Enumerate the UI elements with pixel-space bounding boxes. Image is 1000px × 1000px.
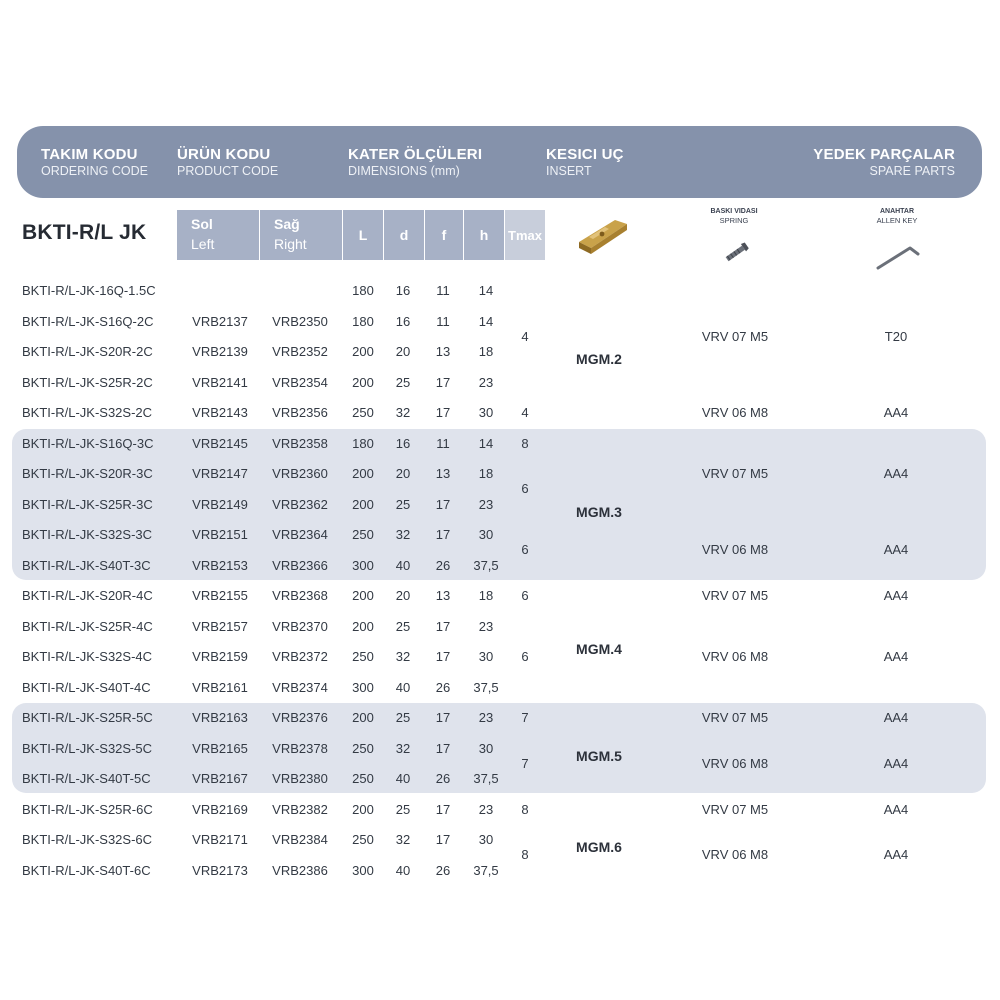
cell-tmax: 7 [521,710,529,725]
cell-dim-L: 250 [352,832,374,847]
header-product-title: ÜRÜN KODU [177,146,271,163]
cell-right-code: VRB2352 [272,344,328,359]
cell-dim-h: 23 [478,496,494,512]
cell-dim-L: 200 [352,466,374,481]
cell-dim-h: 30 [478,527,494,542]
cell-tmax: 8 [521,801,529,817]
key-label-tr: ANAHTAR [879,208,915,215]
cell-left-code: VRB2159 [192,649,248,664]
cell-dim-f: 13 [435,588,451,603]
col-header-h: h [464,210,504,260]
cell-dim-d: 20 [395,588,411,603]
cell-screw: VRV 06 M8 [701,405,769,420]
cell-dim-L: 250 [352,649,374,664]
cell-ordering-code: BKTI-R/L-JK-S25R-5C [22,710,153,725]
cell-key: AA4 [883,801,909,817]
cell-dim-f: 13 [435,344,451,359]
cell-ordering-code: BKTI-R/L-JK-S25R-3C [22,496,153,512]
cell-tmax: 7 [521,755,529,771]
cell-key: AA4 [883,710,909,725]
cell-dim-h: 23 [478,801,494,817]
cell-screw: VRV 06 M8 [701,755,769,771]
cell-dim-d: 32 [395,832,411,847]
cell-ordering-code: BKTI-R/L-JK-S25R-6C [22,801,153,817]
cell-dim-f: 11 [436,313,450,329]
header-insert [546,146,624,179]
cell-screw: VRV 07 M5 [701,328,769,344]
cell-dim-h: 23 [478,618,494,634]
cell-dim-f: 17 [435,405,451,420]
cell-key: AA4 [883,755,909,771]
cell-right-code: VRB2356 [272,405,328,420]
cell-ordering-code: BKTI-R/L-JK-16Q-1.5C [22,283,156,298]
cell-key: AA4 [883,649,909,664]
cell-dim-L: 180 [352,313,374,329]
cell-dim-d: 32 [395,649,411,664]
cell-ordering-code: BKTI-R/L-JK-S40T-6C [22,862,151,878]
col-right-label: Right [274,236,307,252]
cell-left-code: VRB2163 [192,710,248,725]
cell-dim-L: 200 [352,710,374,725]
cell-dim-L: 200 [352,618,374,634]
insert-code: MGM.3 [576,503,622,520]
cell-key: AA4 [883,847,909,863]
cell-dim-d: 40 [395,771,411,786]
cell-dim-d: 25 [395,801,411,817]
cell-right-code: VRB2366 [272,557,328,573]
cell-ordering-code: BKTI-R/L-JK-S40T-4C [22,679,151,695]
header-insert-sub: INSERT [546,164,592,178]
cell-dim-L: 200 [352,801,374,817]
col-sag-label: Sağ [274,216,300,232]
key-label [857,207,937,225]
cell-ordering-code: BKTI-R/L-JK-S20R-2C [22,344,153,359]
cell-dim-d: 16 [395,313,411,329]
cell-dim-f: 17 [435,740,451,756]
cell-right-code: VRB2380 [272,771,328,786]
col-header-L: L [343,210,383,260]
header-product-code [177,146,278,179]
insert-code: MGM.6 [576,839,622,855]
cell-dim-d: 16 [395,435,411,451]
cell-tmax: 6 [521,649,529,664]
cell-dim-L: 200 [352,496,374,512]
cell-right-code: VRB2360 [272,466,328,481]
insert-code: MGM.2 [576,351,622,367]
cell-dim-d: 40 [395,862,411,878]
cell-dim-h: 23 [478,374,494,390]
cell-dim-d: 25 [395,618,411,634]
cell-dim-f: 17 [435,374,451,390]
header-dimensions [348,146,482,179]
cell-left-code: VRB2165 [192,740,248,756]
cell-dim-f: 17 [435,832,451,847]
cell-dim-f: 13 [435,466,451,481]
cell-ordering-code: BKTI-R/L-JK-S25R-4C [22,618,153,634]
cell-dim-f: 17 [435,527,451,542]
group-band-5c [12,703,986,793]
cell-ordering-code: BKTI-R/L-JK-S32S-4C [22,649,153,664]
cell-screw: VRV 07 M5 [701,801,769,817]
cell-ordering-code: BKTI-R/L-JK-S32S-3C [22,527,153,542]
cell-dim-L: 300 [352,862,374,878]
cell-dim-f: 11 [436,283,450,298]
cell-ordering-code: BKTI-R/L-JK-S16Q-3C [22,435,154,451]
header-product-sub: PRODUCT CODE [177,164,279,178]
cell-dim-f: 11 [436,435,450,451]
cell-dim-h: 30 [478,832,494,847]
cell-tmax: 8 [521,435,529,451]
cell-dim-h: 14 [478,435,494,451]
cell-dim-h: 14 [478,313,494,329]
cell-left-code: VRB2157 [192,618,248,634]
cell-right-code: VRB2364 [272,527,328,542]
header-ordering-code [41,146,148,179]
cell-screw: VRV 06 M8 [701,847,769,863]
cell-dim-h: 18 [478,588,494,603]
cell-screw: VRV 07 M5 [701,466,769,481]
cell-right-code: VRB2384 [272,832,328,847]
col-header-tmax: Tmax [505,210,545,260]
cell-left-code: VRB2139 [192,344,248,359]
col-header-right [260,210,342,260]
cell-right-code: VRB2370 [272,618,328,634]
cell-right-code: VRB2374 [272,679,328,695]
header-ordering-sub: ORDERING CODE [41,164,148,178]
cell-dim-d: 40 [395,557,411,573]
cell-key: AA4 [883,405,909,420]
cell-left-code: VRB2171 [192,832,248,847]
cell-tmax: 6 [521,542,529,558]
cell-dim-h: 37,5 [473,557,499,573]
cell-key: AA4 [883,588,909,603]
cell-left-code: VRB2151 [192,527,248,542]
cell-ordering-code: BKTI-R/L-JK-S32S-5C [22,740,153,756]
cell-dim-L: 200 [352,344,374,359]
cell-tmax: 4 [521,328,529,344]
cell-tmax: 8 [521,847,529,863]
cell-dim-L: 250 [352,740,374,756]
cell-key: AA4 [883,542,909,558]
cell-left-code: VRB2173 [192,862,248,878]
cell-dim-h: 14 [478,283,494,298]
cell-right-code: VRB2376 [272,710,328,725]
cell-right-code: VRB2378 [272,740,328,756]
cell-screw: VRV 07 M5 [701,588,769,603]
cell-dim-L: 180 [352,435,374,451]
cell-dim-L: 250 [352,405,374,420]
cell-tmax: 6 [521,588,529,603]
cell-dim-f: 26 [435,679,451,695]
cell-ordering-code: BKTI-R/L-JK-S32S-2C [22,405,153,420]
cell-dim-d: 32 [395,527,411,542]
cell-dim-d: 25 [395,710,411,725]
insert-code: MGM.4 [576,640,622,657]
cell-left-code: VRB2153 [192,557,248,573]
cell-dim-L: 250 [352,771,374,786]
cell-left-code: VRB2137 [192,313,248,329]
cell-left-code: VRB2143 [192,405,248,420]
cell-ordering-code: BKTI-R/L-JK-S40T-5C [22,771,151,786]
header-spare-title: YEDEK PARÇALAR [813,146,955,163]
cell-dim-d: 32 [395,405,411,420]
header-dimensions-title: KATER ÖLÇÜLERI [348,146,483,163]
cell-left-code: VRB2141 [192,374,248,390]
cell-left-code: VRB2169 [192,801,248,817]
cell-left-code: VRB2145 [192,435,248,451]
cell-dim-d: 32 [395,740,411,756]
cell-right-code: VRB2354 [272,374,328,390]
cell-dim-L: 200 [352,374,374,390]
cell-dim-f: 17 [435,496,451,512]
cell-ordering-code: BKTI-R/L-JK-S32S-6C [22,832,153,847]
cell-tmax: 6 [521,481,529,497]
cell-ordering-code: BKTI-R/L-JK-S16Q-2C [22,313,154,329]
cell-dim-h: 18 [478,466,494,481]
cell-left-code: VRB2167 [192,771,248,786]
cell-dim-h: 37,5 [473,862,499,878]
screw-label [694,207,774,225]
cell-key: AA4 [883,466,909,481]
cell-right-code: VRB2382 [272,801,328,817]
cell-dim-f: 17 [435,618,451,634]
grooving-insert-image [575,212,631,258]
cell-left-code: VRB2155 [192,588,248,603]
cell-dim-f: 17 [435,649,451,664]
cell-ordering-code: BKTI-R/L-JK-S20R-3C [22,466,153,481]
cell-ordering-code: BKTI-R/L-JK-S40T-3C [22,557,151,573]
cell-dim-f: 17 [435,801,451,817]
cell-dim-L: 300 [352,557,374,573]
header-insert-title: KESICI UÇ [546,146,624,163]
cell-dim-L: 200 [352,588,374,603]
cell-dim-f: 17 [435,710,451,725]
insert-code: MGM.5 [576,747,622,764]
cell-right-code: VRB2362 [272,496,328,512]
cell-dim-h: 37,5 [473,771,499,786]
cell-dim-h: 30 [478,740,494,756]
header-ordering-title: TAKIM KODU [41,146,138,163]
group-band-3c [12,429,986,580]
col-header-f: f [425,210,463,260]
screw-icon [718,238,752,268]
cell-screw: VRV 06 M8 [701,649,769,664]
header-spare-parts [813,146,955,179]
cell-dim-d: 16 [395,283,411,298]
cell-left-code: VRB2147 [192,466,248,481]
cell-dim-d: 20 [395,466,411,481]
cell-right-code: VRB2372 [272,649,328,664]
cell-ordering-code: BKTI-R/L-JK-S25R-2C [22,374,153,390]
cell-dim-f: 26 [435,771,451,786]
cell-dim-d: 40 [395,679,411,695]
screw-label-en: SPRING [719,216,749,225]
cell-key: T20 [884,328,908,344]
cell-screw: VRV 07 M5 [701,710,769,725]
col-header-left [177,210,259,260]
col-left-label: Left [191,236,215,252]
cell-screw: VRV 06 M8 [701,542,769,558]
cell-dim-h: 23 [478,710,494,725]
cell-dim-h: 37,5 [473,679,499,695]
cell-dim-d: 20 [395,344,411,359]
cell-right-code: VRB2350 [272,313,328,329]
col-sol-label: Sol [191,216,213,232]
cell-ordering-code: BKTI-R/L-JK-S20R-4C [22,588,153,603]
cell-dim-L: 250 [352,527,374,542]
cell-dim-L: 300 [352,679,374,695]
header-spare-sub: SPARE PARTS [869,164,955,178]
cell-dim-h: 30 [478,649,494,664]
cell-dim-f: 26 [435,557,451,573]
cell-dim-f: 26 [435,862,451,878]
cell-left-code: VRB2149 [192,496,248,512]
cell-dim-h: 18 [478,344,494,359]
cell-right-code: VRB2368 [272,588,328,603]
header-dimensions-sub: DIMENSIONS (mm) [348,164,460,178]
allen-key-icon [874,240,922,272]
cell-left-code: VRB2161 [192,679,248,695]
cell-dim-d: 25 [395,496,411,512]
cell-dim-L: 180 [352,283,374,298]
screw-label-tr: BASKI VIDASI [710,208,758,215]
cell-dim-d: 25 [395,374,411,390]
key-label-en: ALLEN KEY [876,216,918,225]
table-title: BKTI-R/L JK [22,221,147,244]
cell-right-code: VRB2358 [272,435,328,451]
cell-dim-h: 30 [478,405,494,420]
col-header-d: d [384,210,424,260]
cell-right-code: VRB2386 [272,862,328,878]
cell-tmax: 4 [521,405,529,420]
